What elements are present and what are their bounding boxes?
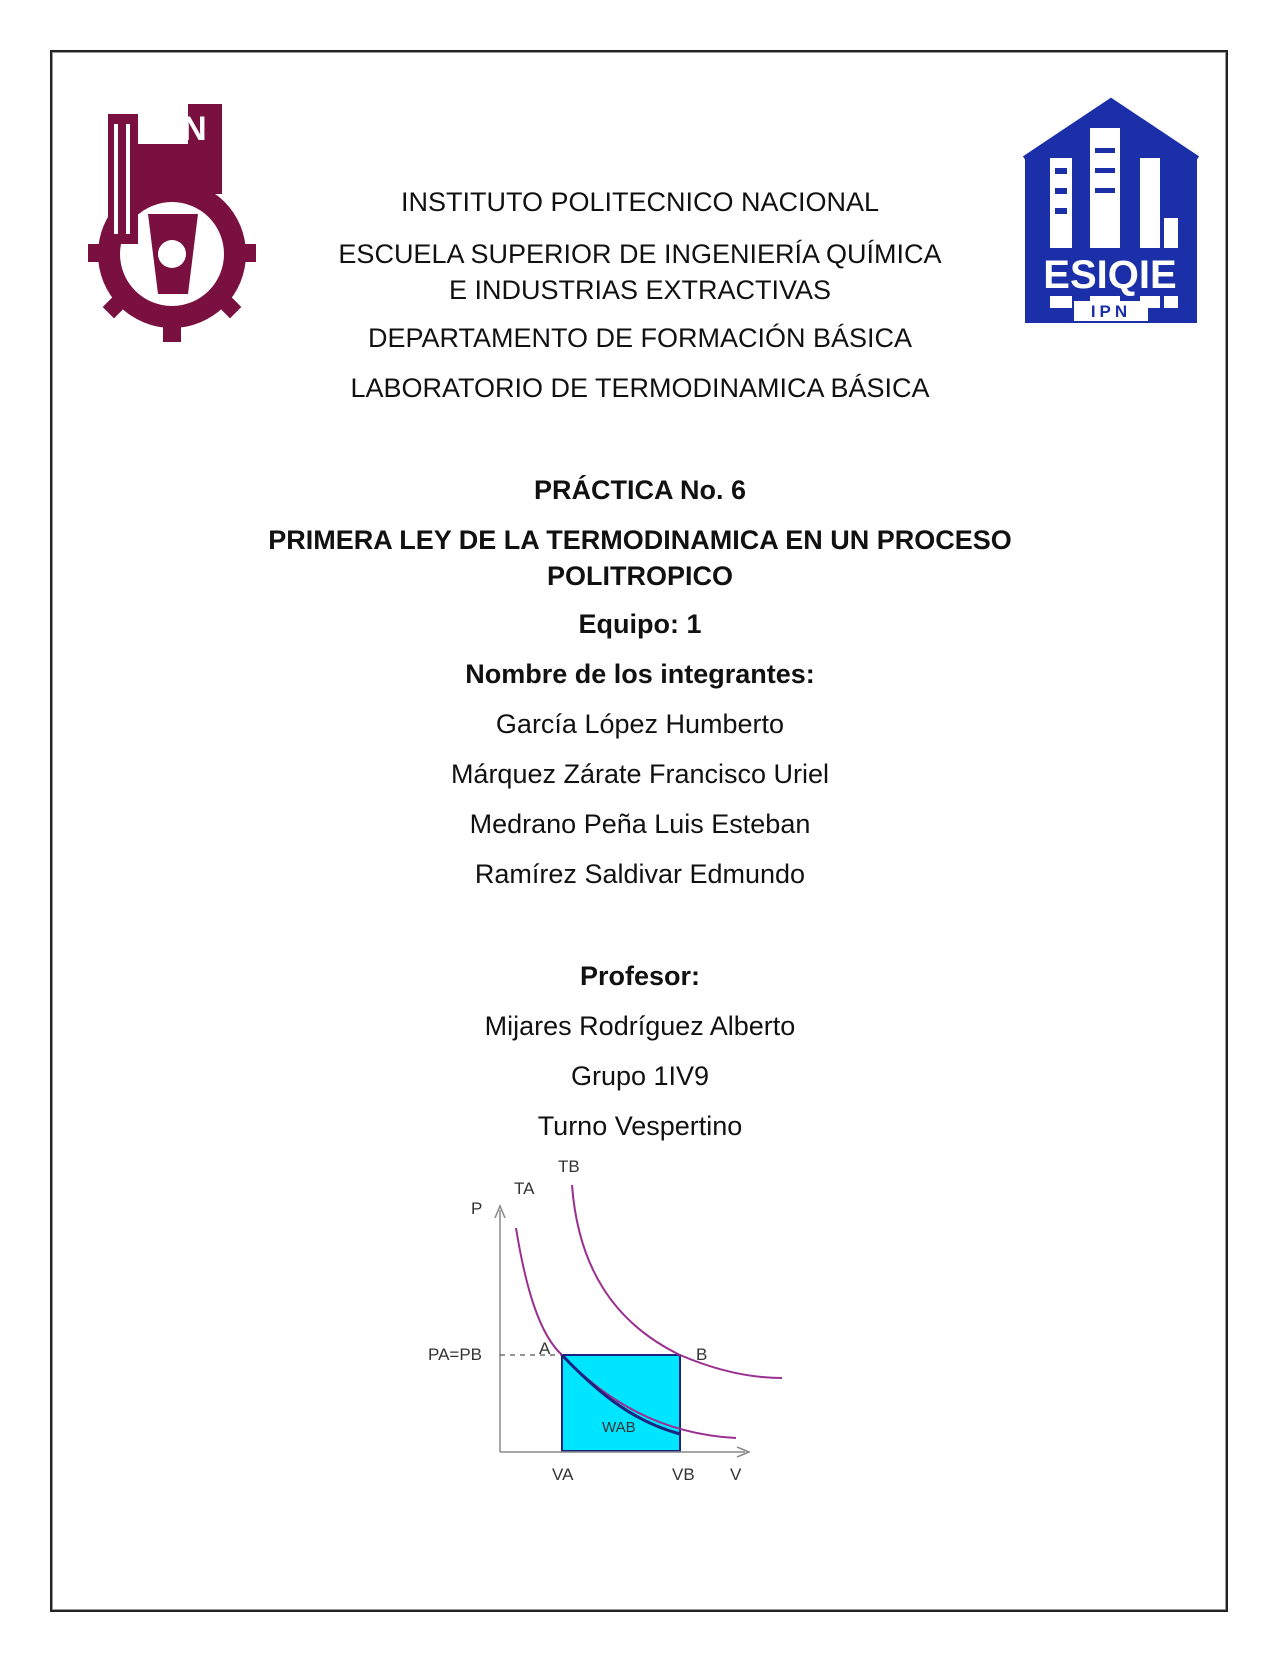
- member-name: Márquez Zárate Francisco Uriel: [450, 759, 830, 789]
- department-block: [200, 320, 1080, 356]
- point-b-label: B: [696, 1345, 708, 1364]
- professor-name: Mijares Rodríguez Alberto: [484, 1011, 796, 1041]
- practice-title-block: [200, 522, 1080, 594]
- practice-number-block: [200, 472, 1080, 508]
- header-block: [200, 184, 1080, 220]
- practice-title-line-1: PRIMERA LEY DE LA TERMODINAMICA EN UN PROCESO: [268, 525, 1012, 555]
- ipn-logo-icon: [88, 104, 256, 344]
- pressure-label: PA=PB: [428, 1345, 483, 1364]
- member-4-block: [200, 856, 1080, 892]
- member-name: García López Humberto: [495, 709, 785, 739]
- group-label: Grupo 1IV9: [570, 1061, 710, 1091]
- esiqie-logo-icon: [1022, 98, 1200, 346]
- members-heading-block: [200, 656, 1080, 692]
- laboratory-block: [200, 370, 1080, 406]
- member-3-block: [200, 806, 1080, 842]
- member-name: Ramírez Saldivar Edmundo: [474, 859, 806, 889]
- team-label: Equipo: 1: [578, 609, 702, 639]
- ipn-logo-text: IPN: [150, 110, 207, 148]
- member-name: Medrano Peña Luis Esteban: [469, 809, 811, 839]
- member-1-block: [200, 706, 1080, 742]
- isotherm-ta-curve: [516, 1228, 736, 1438]
- professor-name-block: [200, 1008, 1080, 1044]
- isotherm-ta-label: TA: [514, 1179, 535, 1198]
- isotherm-tb-label: TB: [558, 1157, 580, 1176]
- shift-label: Turno Vespertino: [537, 1111, 743, 1141]
- members-heading: Nombre de los integrantes:: [465, 659, 815, 689]
- member-2-block: [200, 756, 1080, 792]
- school-block: [200, 236, 1080, 308]
- work-label: WAB: [602, 1419, 636, 1436]
- practice-number: PRÁCTICA No. 6: [533, 475, 746, 505]
- volume-b-label: VB: [672, 1465, 695, 1484]
- point-a-label: A: [539, 1339, 551, 1358]
- group-block: [200, 1058, 1080, 1094]
- shift-block: [200, 1108, 1080, 1144]
- institute-name: INSTITUTO POLITECNICO NACIONAL: [400, 187, 880, 217]
- school-name-line-2: E INDUSTRIAS EXTRACTIVAS: [448, 275, 832, 305]
- v-axis-label: V: [730, 1465, 742, 1484]
- professor-heading: Profesor:: [579, 961, 701, 991]
- esiqie-logo-text: ESIQIE: [1043, 253, 1177, 297]
- isotherm-tb-curve: [572, 1185, 782, 1378]
- school-name-line-1: ESCUELA SUPERIOR DE INGENIERÍA QUÍMICA: [338, 239, 942, 269]
- practice-title-line-2: POLITROPICO: [546, 561, 733, 591]
- team-block: [200, 606, 1080, 642]
- esiqie-logo-subtext: IPN: [1090, 302, 1132, 321]
- department-name: DEPARTAMENTO DE FORMACIÓN BÁSICA: [367, 323, 913, 353]
- professor-heading-block: [200, 958, 1080, 994]
- p-axis-label: P: [471, 1199, 483, 1218]
- pv-diagram: [428, 1157, 840, 1565]
- volume-a-label: VA: [552, 1465, 574, 1484]
- laboratory-name: LABORATORIO DE TERMODINAMICA BÁSICA: [350, 373, 930, 403]
